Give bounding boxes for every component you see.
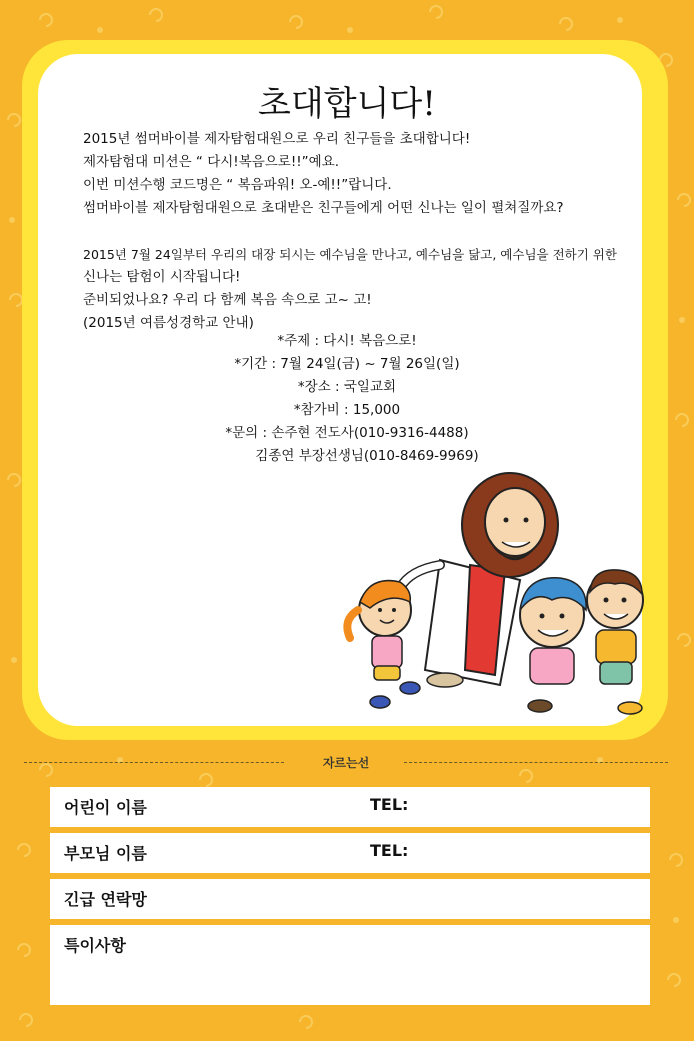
detail-contact-2: 김종연 부장선생님(010-8469-9969)	[255, 448, 479, 464]
detail-period: *기간 : 7월 24일(금) ~ 7월 26일(일)	[234, 356, 460, 372]
detail-fee: *참가비 : 15,000	[293, 402, 401, 418]
detail-contact: *문의 : 손주현 전도사(010-9316-4488)	[225, 425, 469, 441]
detail-place: *장소 : 국일교회	[297, 379, 397, 395]
schedule-line: 준비되었나요? 우리 다 함께 복음 속으로 고~ 고!	[83, 292, 372, 308]
schedule-line: (2015년 여름성경학교 안내)	[83, 315, 254, 331]
child-name-label: 어린이 이름	[64, 798, 147, 817]
intro-line: 썸머바이블 제자탐험대원으로 초대받은 친구들에게 어떤 신나는 일이 펼쳐질까요?	[83, 200, 564, 216]
child-name-field[interactable]	[50, 787, 650, 827]
parent-name-label: 부모님 이름	[64, 844, 147, 863]
detail-theme: *주제 : 다시! 복음으로!	[277, 333, 417, 349]
parent-name-field[interactable]	[50, 833, 650, 873]
special-notes-field[interactable]	[50, 925, 650, 1005]
cut-line-label: 자르는선	[322, 756, 370, 770]
schedule-line: 신나는 탐험이 시작됩니다!	[83, 269, 241, 285]
event-details	[0, 330, 694, 468]
parent-tel-label: TEL:	[370, 841, 409, 860]
intro-line: 이번 미션수행 코드명은 “ 복음파워! 오-예!!”랍니다.	[83, 177, 392, 193]
page-title: 초대합니다!	[258, 84, 436, 124]
intro-line: 2015년 썸머바이블 제자탐험대원으로 우리 친구들을 초대합니다!	[83, 131, 471, 147]
cut-line	[24, 753, 668, 773]
intro-line: 제자탐험대 미션은 “ 다시!복음으로!!”예요.	[83, 154, 340, 170]
emergency-contact-label: 긴급 연락망	[64, 890, 147, 909]
jesus-with-children-illustration	[330, 470, 660, 720]
schedule-line: 2015년 7월 24일부터 우리의 대장 되시는 예수님을 만나고, 예수님을 닮고, 예수님을 전하기 위한	[83, 247, 617, 262]
emergency-contact-field[interactable]	[50, 879, 650, 919]
special-notes-label: 특이사항	[64, 936, 126, 955]
invitation-body	[83, 128, 643, 335]
child-tel-label: TEL:	[370, 795, 409, 814]
